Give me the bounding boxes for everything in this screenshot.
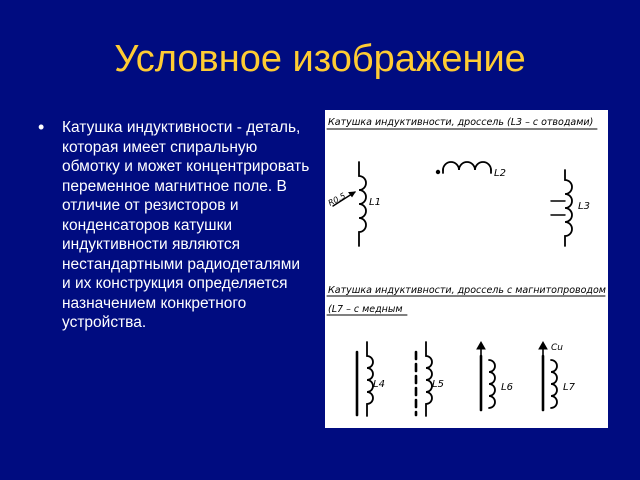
label-l5: L5 <box>432 379 444 390</box>
label-value: R0.5 <box>326 191 348 208</box>
inductor-symbols-drawing <box>325 110 608 428</box>
label-l6: L6 <box>501 382 513 393</box>
bottom-caption-line2: (L7 – с медным <box>328 304 403 315</box>
bullet-item: • Катушка индуктивности - деталь, которая имеет спиральную обмотку и может концентрировать переменное магнитное поле. В отличие от резисторов и конденсаторов катушки индуктивности являются нестандартными радиодеталями и их конструкция определяется назначением конкретного устройства. <box>38 118 310 333</box>
label-l2: L2 <box>494 168 506 179</box>
inductor-l6-symbol <box>477 342 495 410</box>
label-l1: L1 <box>369 197 381 208</box>
top-caption: Катушка индуктивности, дроссель (L3 – с отводами) <box>328 117 594 128</box>
inductor-l5-symbol <box>416 342 432 416</box>
label-l7: L7 <box>563 382 575 393</box>
inductor-l2-symbol <box>437 162 491 173</box>
bullet-list <box>38 118 310 333</box>
inductor-l4-symbol <box>357 342 373 416</box>
inductor-symbols-figure <box>325 110 608 428</box>
label-l3: L3 <box>578 201 590 212</box>
inductor-l3-symbol <box>551 170 572 246</box>
label-l4: L4 <box>373 379 385 390</box>
bottom-caption-line1: Катушка индуктивности, дроссель с магнитопроводом <box>328 285 606 296</box>
slide-title: Условное изображение <box>114 38 526 80</box>
label-cu: Cu <box>551 343 563 353</box>
